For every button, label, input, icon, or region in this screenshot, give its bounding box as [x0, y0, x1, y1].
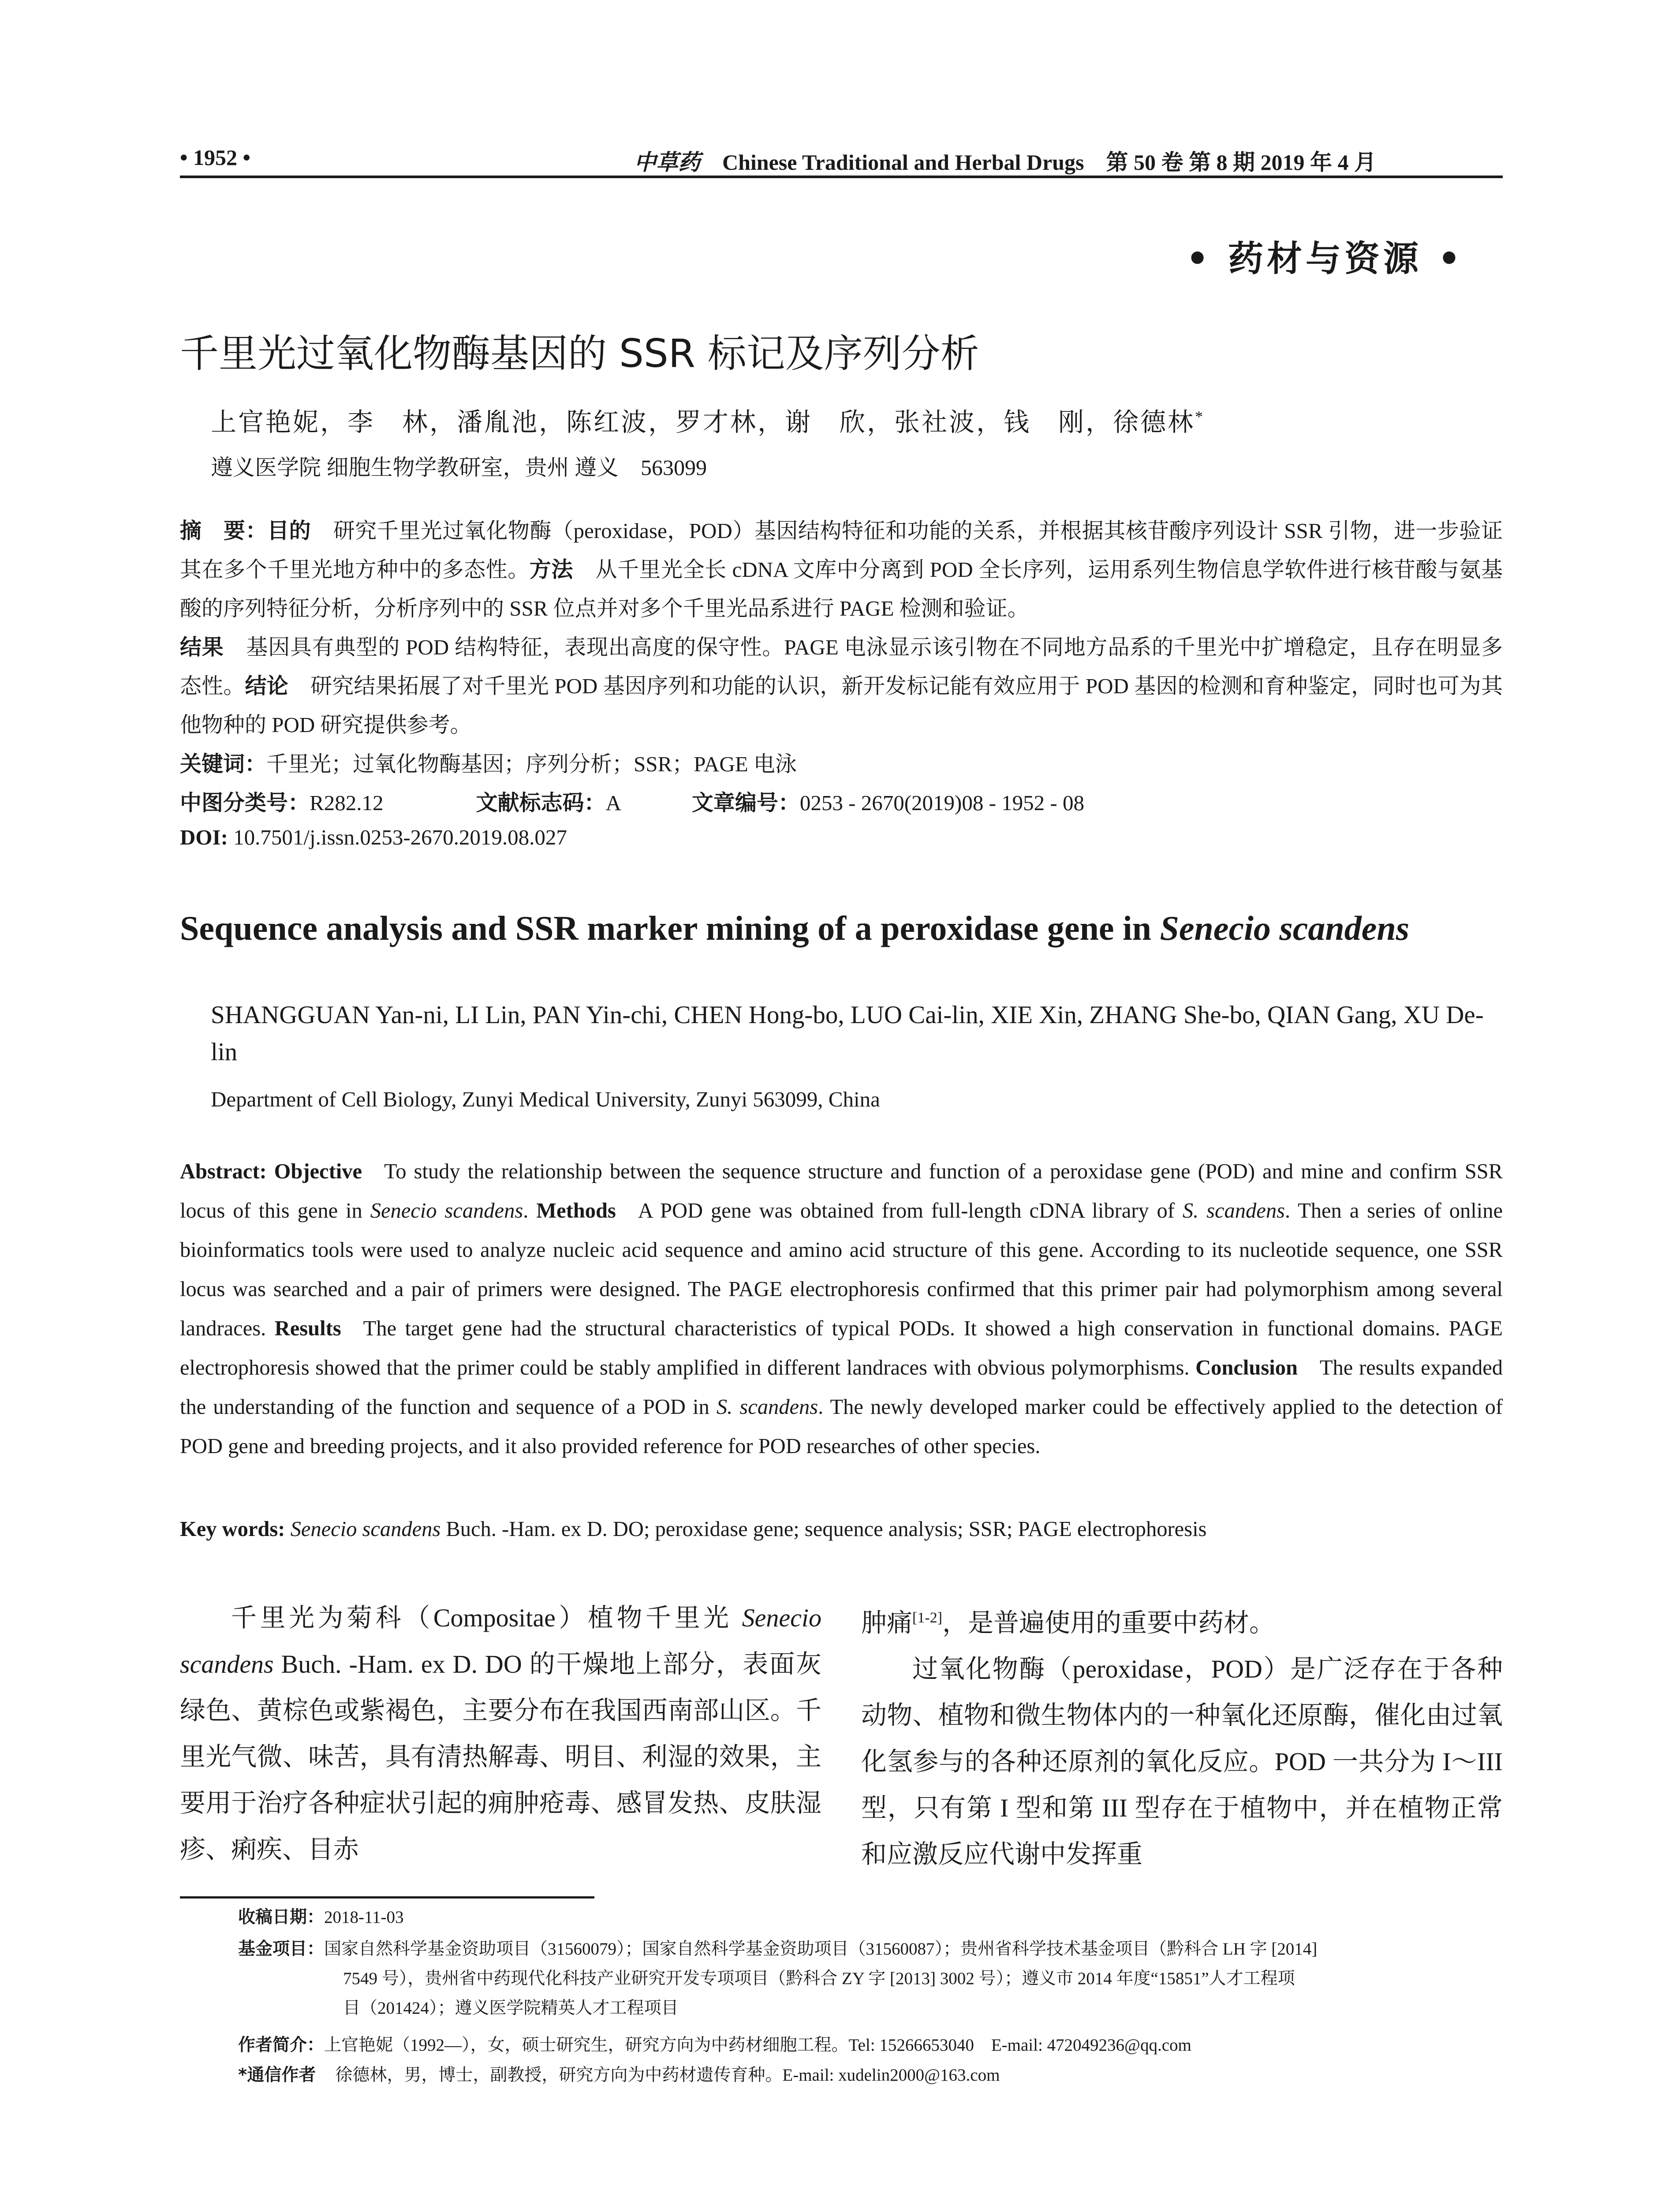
corresponding-mark: *: [1195, 407, 1205, 426]
journal-logo: 中草药: [634, 149, 700, 175]
body-left-text-b: Buch. -Ham. ex D. DO 的干燥地上部分，表面灰绿色、黄棕色或紫褐色，主要分布在我国西南部山区。千里光气微、味苦，具有清热解毒、明目、利湿的效果，主要用于治疗各种症状引起的痈肿疮毒、感冒发热、皮肤湿疹、痢疾、目赤: [180, 1650, 821, 1864]
title-cn: 千里光过氧化物酶基因的 SSR 标记及序列分析: [180, 331, 979, 376]
clc-value: R282.12: [310, 791, 384, 815]
classification-line: [180, 786, 1084, 817]
doi-line: [180, 825, 567, 850]
keywords-en-label: Key words:: [180, 1517, 285, 1541]
authors-en: SHANGGUAN Yan-ni, LI Lin, PAN Yin-chi, CHEN Hong-bo, LUO Cai-lin, XIE Xin, ZHANG She-bo, QIAN Gang, XU De-lin: [211, 1001, 1484, 1066]
journal-header: [634, 145, 1376, 176]
keywords-en-species: Senecio scandens: [290, 1517, 441, 1541]
received-label: 收稿日期：: [238, 1907, 325, 1927]
clc-label: 中图分类号：: [180, 790, 310, 815]
body-column-left: [180, 1595, 821, 1872]
section-label: • 药材与资源 •: [1186, 238, 1464, 279]
fund-line-2: 7549 号），贵州省中药现代化科技产业研究开发专项项目（黔科合 ZY 字 [2013] 3002 号）；遵义市 2014 年度“15851”人才工程项: [343, 1969, 1295, 1988]
author-intro-label: 作者简介：: [238, 2035, 325, 2055]
results-label-en: Results: [274, 1317, 341, 1340]
conclusion-text-cn: 研究结果拓展了对千里光 POD 基因序列和功能的认识，新开发标记能有效应用于 POD 基因的检测和育种鉴定，同时也可为其他物种的 POD 研究提供参考。: [180, 674, 1503, 737]
results-label-cn: 结果: [180, 635, 224, 660]
abstract-cn-label: 摘 要：: [180, 518, 268, 543]
article-no-value: 0253 - 2670(2019)08 - 1952 - 08: [799, 791, 1084, 815]
footnote-fund: [238, 1936, 1317, 1962]
abstract-cn: [180, 512, 1503, 744]
results-text-en: The target gene had the structural characteristics of typical PODs. It showed a high conservation in functional domains. PAGE electrophoresis showed that the primer could be stably amplified in different landraces with obvious polymorphisms.: [180, 1317, 1503, 1379]
body-column-right: [861, 1595, 1503, 1877]
keywords-cn-label: 关键词：: [180, 751, 267, 777]
body-right-text-b: ，是普遍使用的重要中药材。: [942, 1608, 1275, 1637]
objective-species-en: Senecio scandens: [370, 1199, 523, 1222]
methods-text-en-b: . Then a series of online bioinformatics tools were used to analyze nucleic acid sequence and amino acid structure of this gene. According to its nucleotide sequence, one SSR locus was searched and a pair of primers were designed. The PAGE electrophoresis confirmed that this primer pair had polymorphism among several landraces.: [180, 1199, 1503, 1340]
journal-issue-line: Chinese Traditional and Herbal Drugs 第 50 卷 第 8 期 2019 年 4 月: [722, 150, 1376, 175]
title-en-main: Sequence analysis and SSR marker mining of a peroxidase gene in: [180, 909, 1160, 947]
header-rule: [180, 176, 1503, 178]
objective-label-en: Objective: [274, 1160, 362, 1183]
keywords-en: [180, 1517, 1503, 1541]
results-text-cn: 基因具有典型的 POD 结构特征，表现出高度的保守性。PAGE 电泳显示该引物在不同地方品系的千里光中扩增稳定，且存在明显多态性。: [180, 635, 1503, 698]
abstract-en-label: Abstract:: [180, 1160, 267, 1183]
conclusion-label-en: Conclusion: [1195, 1356, 1298, 1379]
page-number: • 1952 •: [180, 145, 251, 170]
doc-code-label: 文献标志码：: [476, 790, 606, 815]
received-date: 2018-11-03: [324, 1908, 404, 1927]
objective-text-en-a: To study the relationship between the sequence structure and function of a peroxidase gene (POD) and mine and confirm SSR locus of this gene in: [180, 1160, 1503, 1222]
methods-text-en-a: A POD gene was obtained from full-length cDNA library of: [638, 1199, 1183, 1222]
keywords-cn: [180, 747, 797, 778]
authors-cn-names: 上官艳妮，李 林，潘胤池，陈红波，罗才林，谢 欣，张社波，钱 刚，徐德林: [211, 408, 1195, 437]
footnote-received: [238, 1904, 404, 1931]
doi-value: 10.7501/j.issn.0253-2670.2019.08.027: [233, 825, 567, 849]
authors-cn: [211, 401, 1205, 438]
title-en-species: Senecio scandens: [1160, 909, 1410, 947]
fund-line-1: 国家自然科学基金资助项目（31560079）；国家自然科学基金资助项目（31560087）；贵州省科学技术基金项目（黔科合 LH 字 [2014]: [324, 1940, 1318, 1958]
title-en: [180, 908, 1409, 948]
footnote-corresponding: [238, 2062, 1000, 2089]
affiliation-cn: 遵义医学院 细胞生物学教研室，贵州 遵义 563099: [211, 455, 707, 480]
conclusion-label-cn: 结论: [245, 673, 288, 699]
article-no-label: 文章编号：: [691, 790, 800, 815]
body-left-text-a: 千里光为菊科（Compositae）植物千里光: [231, 1603, 742, 1632]
body-paragraph: [861, 1595, 1503, 1646]
doc-code-value: A: [605, 791, 621, 815]
abstract-en: [180, 1152, 1503, 1466]
methods-label-en: Methods: [536, 1199, 616, 1222]
conclusion-text-en-b: . The newly developed marker could be effectively applied to the detection of POD gene and breeding projects, and it also provided reference for POD researches of other species.: [180, 1395, 1503, 1458]
body-left-species: Senecio scandens: [180, 1603, 821, 1678]
affiliation-en: Department of Cell Biology, Zunyi Medical University, Zunyi 563099, China: [211, 1087, 880, 1111]
methods-species-en: S. scandens: [1182, 1199, 1285, 1222]
body-paragraph: 过氧化物酶（peroxidase，POD）是广泛存在于各种动物、植物和微生物体内的一种氧化还原酶，催化由过氧化氢参与的各种还原剂的氧化反应。POD 一共分为 I～III 型，只有第 I 型和第 III 型存在于植物中，并在植物正常和应激反应代谢中发挥重: [861, 1655, 1503, 1869]
objective-text-cn: 研究千里光过氧化物酶（peroxidase，POD）基因结构特征和功能的关系，并根据其核苷酸序列设计 SSR 引物，进一步验证其在多个千里光地方种中的多态性。: [180, 519, 1503, 582]
author-intro: 上官艳妮（1992—），女，硕士研究生，研究方向为中药材细胞工程。Tel: 15266653040 E-mail: 472049236@qq.com: [324, 2036, 1191, 2055]
running-header: [180, 140, 1503, 176]
objective-text-en-b: .: [523, 1199, 529, 1222]
footnote-rule: [180, 1896, 594, 1899]
citation-ref: [1-2]: [912, 1610, 942, 1626]
corresponding-label: *通信作者: [238, 2065, 316, 2085]
body-right-text-a: 肿痛: [861, 1608, 913, 1637]
corresponding-author: 徐德林，男，博士，副教授，研究方向为中药材遗传育种。E-mail: xudelin2000@163.com: [335, 2066, 1000, 2085]
fund-label: 基金项目：: [238, 1939, 325, 1959]
keywords-en-rest: Buch. -Ham. ex D. DO; peroxidase gene; sequence analysis; SSR; PAGE electrophoresis: [441, 1517, 1207, 1541]
methods-label-cn: 方法: [529, 557, 573, 582]
conclusion-text-en-a: The results expanded the understanding of the function and sequence of a POD in: [180, 1356, 1503, 1419]
objective-label-cn: 目的: [267, 518, 311, 543]
body-paragraph: [180, 1595, 821, 1872]
footnote-author: [238, 2032, 1191, 2059]
conclusion-species-en: S. scandens: [716, 1395, 818, 1419]
fund-line-3: 目（201424）；遵义医学院精英人才工程项目: [343, 1999, 679, 2018]
methods-text-cn: 从千里光全长 cDNA 文库中分离到 POD 全长序列，运用系列生物信息学软件进行核苷酸与氨基酸的序列特征分析，分析序列中的 SSR 位点并对多个千里光品系进行 PAGE 检测和验证。: [180, 557, 1503, 620]
keywords-cn-text: 千里光；过氧化物酶基因；序列分析；SSR；PAGE 电泳: [266, 752, 797, 776]
doi-label: DOI:: [180, 825, 228, 849]
